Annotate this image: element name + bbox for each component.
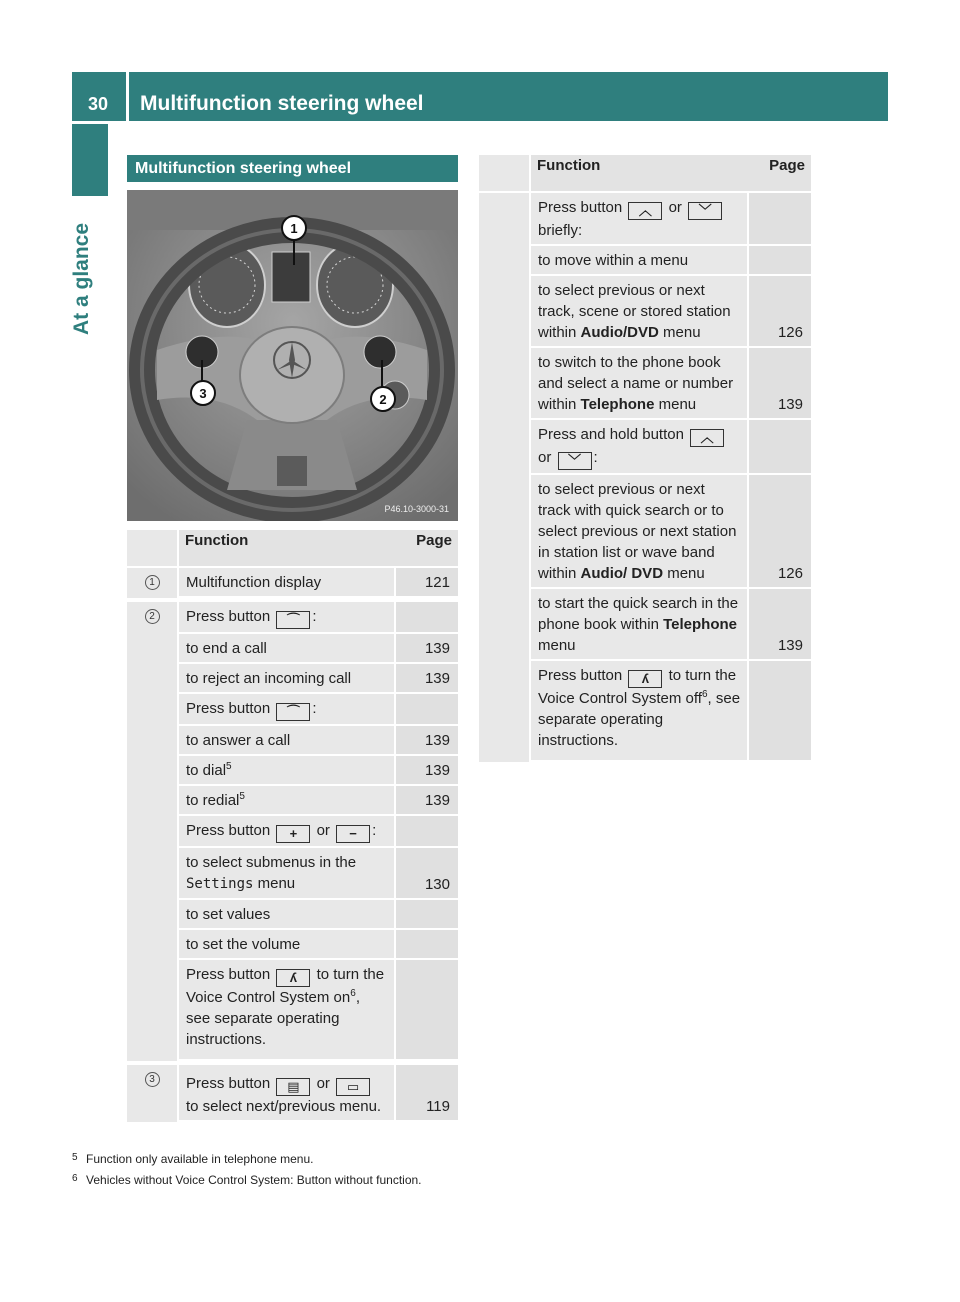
function-table-left [127, 530, 458, 1122]
callout-badge-2: 2 [145, 609, 160, 624]
header-page: Page [396, 530, 458, 568]
callout-3 [191, 381, 215, 405]
header-function: Function [179, 530, 396, 568]
side-tab-marker [72, 124, 108, 196]
table-row: to switch to the phone book and select a name or number within Telephone menu 139 [479, 348, 811, 420]
table-row: 2 Press button ⌒ : [127, 598, 458, 634]
footnotes [72, 1148, 422, 1190]
footnote-5: 5 Function only available in telephone menu. [72, 1152, 314, 1166]
table-row: Press and hold button ︿ or ﹀ : [479, 420, 811, 475]
end-call-button-icon: ⌒ [276, 611, 310, 629]
minus-button-icon: − [336, 825, 370, 843]
table-row: to set values [127, 900, 458, 930]
table-row: to select previous or next track with quick search or to select previous or next station in station list or wave band within Audio/ DVD menu 126 [479, 475, 811, 589]
svg-text:3: 3 [199, 386, 207, 401]
steering-wheel-photo [127, 190, 458, 521]
table-row: to set the volume [127, 930, 458, 960]
section-heading: Multifunction steering wheel [127, 155, 458, 182]
header-page: Page [749, 155, 811, 193]
header-divider [126, 72, 129, 121]
voice-control-off-button-icon: ʎ [628, 670, 662, 688]
table-row: to dial$^5$ 139 [127, 756, 458, 786]
up-button-icon: ︿ [690, 429, 724, 447]
table-row: 3 Press button ▤ or ▭ to select next/previous menu. 119 [127, 1061, 458, 1122]
page-ref: 121 [396, 568, 458, 598]
menu-previous-button-icon: ▭ [336, 1078, 370, 1096]
table-row: to select submenus in the Settings menu 130 [127, 848, 458, 900]
photo-code: P46.10-3000-31 [384, 504, 449, 514]
callout-badge-3: 3 [145, 1072, 160, 1087]
table-row [127, 568, 458, 598]
table-row: to move within a menu [479, 246, 811, 276]
table-row: Press button ⌒ : [127, 694, 458, 726]
voice-control-on-button-icon: ʎ [276, 969, 310, 987]
menu-next-button-icon: ▤ [276, 1078, 310, 1096]
callout-1 [282, 216, 306, 240]
function-table-right [479, 155, 811, 762]
table-row: Press button ʎ to turn the Voice Control System off$^6$, see separate operating instructions. [479, 661, 811, 762]
table-row: Press button + or − : [127, 816, 458, 848]
answer-call-button-icon: ⌒ [276, 703, 310, 721]
svg-text:1: 1 [290, 221, 298, 236]
table-row: to reject an incoming call 139 [127, 664, 458, 694]
page-number: 30 [87, 94, 109, 114]
table-row: to redial$^5$ 139 [127, 786, 458, 816]
steering-wheel-illustration [127, 190, 458, 521]
svg-text:2: 2 [379, 392, 387, 407]
callout-2 [371, 387, 395, 411]
header-key-col [127, 530, 179, 568]
up-button-icon: ︿ [628, 202, 662, 220]
down-button-icon: ﹀ [688, 202, 722, 220]
side-chapter-label: At a glance [70, 222, 93, 335]
down-button-icon: ﹀ [558, 452, 592, 470]
table-row: to end a call 139 [127, 634, 458, 664]
footnote-6: 6 Vehicles without Voice Control System: Button without function. [72, 1173, 422, 1187]
table-row: Press button ʎ to turn the Voice Control System $on^6$, see separate operating instructions. [127, 960, 458, 1061]
callout-badge-1: 1 [145, 575, 160, 590]
function-cell: Multifunction display [179, 568, 396, 598]
table-row: to start the quick search in the phone book within Telephone menu 139 [479, 589, 811, 661]
page-title: Multifunction steering wheel [140, 92, 424, 115]
table-row: to answer a call 139 [127, 726, 458, 756]
table-row: Press button ︿ or ﹀ briefly: [479, 193, 811, 246]
table-row: to select previous or next track, scene or stored station within Audio/DVD menu 126 [479, 276, 811, 348]
header-function: Function [531, 155, 749, 193]
plus-button-icon: + [276, 825, 310, 843]
